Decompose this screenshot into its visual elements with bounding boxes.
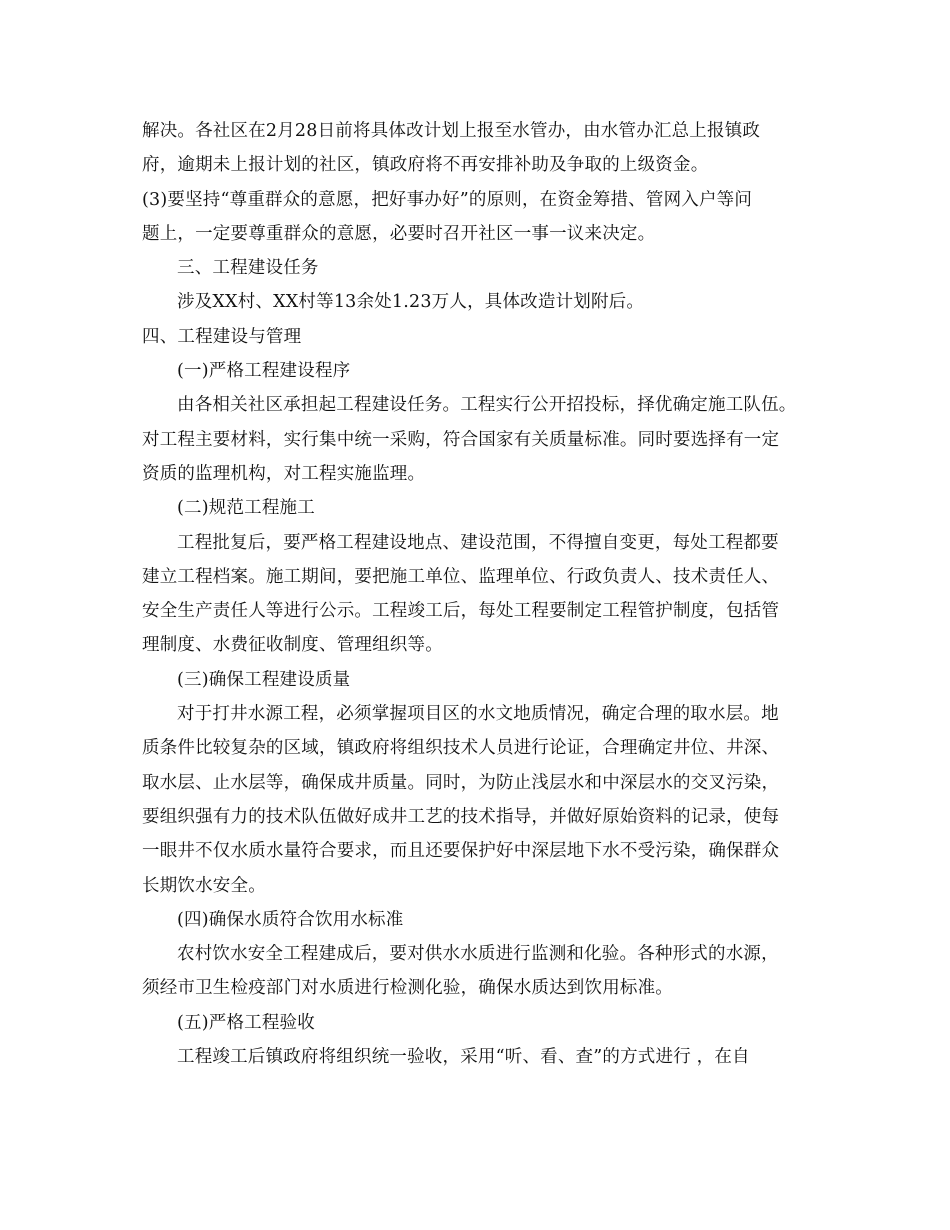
text-line: 一眼井不仅水质水量符合要求，而且还要保护好中深层地下水不受污染，确保群众 <box>142 841 780 862</box>
text-line: 三、工程建设任务 <box>177 258 319 279</box>
text-line: (四)确保水质符合饮用水标准 <box>177 909 404 930</box>
text-line: (三)确保工程建设质量 <box>177 669 351 690</box>
text-line: 长期饮水安全。 <box>142 875 266 896</box>
text-line: 资质的监理机构，对工程实施监理。 <box>142 463 426 484</box>
text-line: (五)严格工程验收 <box>177 1012 315 1033</box>
text-line: 对于打井水源工程，必须掌握项目区的水文地质情况，确定合理的取水层。地 <box>177 704 779 725</box>
text-line: (一)严格工程建设程序 <box>177 361 351 382</box>
text-line: 取水层、止水层等，确保成井质量。同时，为防止浅层水和中深层水的交叉污染， <box>142 772 780 793</box>
text-line: (二)规范工程施工 <box>177 498 315 519</box>
document-body <box>142 114 822 1074</box>
text-line: 四、工程建设与管理 <box>142 326 302 347</box>
text-line: 题上，一定要尊重群众的意愿，必要时召开社区一事一议来决定。 <box>142 223 656 244</box>
text-line: 涉及XX村、XX村等13余处1.23万人，具体改造计划附后。 <box>177 292 645 313</box>
text-line: 工程批复后，要严格工程建设地点、建设范围，不得擅自变更，每处工程都要 <box>177 532 779 553</box>
text-line: (3)要坚持“尊重群众的意愿，把好事办好”的原则，在资金筹措、管网入户等问 <box>142 189 753 210</box>
text-line: 建立工程档案。施工期间，要把施工单位、监理单位、行政负责人、技术责任人、 <box>142 566 780 587</box>
text-line: 府，逾期未上报计划的社区，镇政府将不再安排补助及争取的上级资金。 <box>142 155 709 176</box>
text-line: 由各相关社区承担起工程建设任务。工程实行公开招投标，择优确定施工队伍。 <box>177 395 797 416</box>
text-line: 工程竣工后镇政府将组织统一验收，采用“听、看、查”的方式进行 ，在自 <box>177 1047 750 1068</box>
text-line: 对工程主要材料，实行集中统一采购，符合国家有关质量标准。同时要选择有一定 <box>142 429 780 450</box>
text-line: 安全生产责任人等进行公示。工程竣工后，每处工程要制定工程管护制度，包括管 <box>142 601 780 622</box>
text-line: 要组织强有力的技术队伍做好成井工艺的技术指导，并做好原始资料的记录，使每 <box>142 806 780 827</box>
text-line: 质条件比较复杂的区域，镇政府将组织技术人员进行论证，合理确定井位、井深、 <box>142 738 780 759</box>
text-line: 农村饮水安全工程建成后，要对供水水质进行监测和化验。各种形式的水源， <box>177 944 779 965</box>
text-line: 解决。各社区在2月28日前将具体改计划上报至水管办，由水管办汇总上报镇政 <box>142 121 761 141</box>
text-line: 须经市卫生检疫部门对水质进行检测化验，确保水质达到饮用标准。 <box>142 978 673 999</box>
text-line: 理制度、水费征收制度、管理组织等。 <box>142 635 443 656</box>
